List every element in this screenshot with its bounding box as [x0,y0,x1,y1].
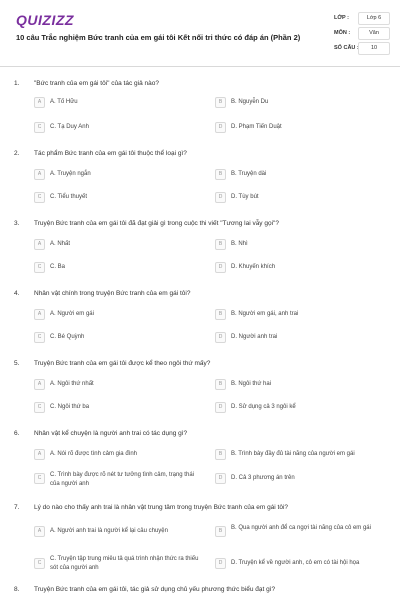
option-text: C. Trình bày được rõ nét tư tưởng tình cảm, trạng thái của người anh [50,472,194,487]
option-letter: D [215,122,226,133]
worksheet-header [0,0,400,66]
option-text: C. Ba [50,264,66,270]
meta-label: MÔN : [334,30,351,36]
meta-value: Lớp 6 [358,12,390,25]
option-letter: A [34,379,45,390]
option-text: C. Bé Quỳnh [50,334,85,340]
worksheet-meta [334,12,390,57]
option-text: C. Tạ Duy Anh [50,124,89,130]
option-letter: C [34,473,45,484]
option-text: D. Truyện kể về người anh, cô em có tài hội họa [231,560,360,566]
meta-row-count [334,42,390,57]
option-text: A. Ngôi thứ nhất [50,381,94,387]
option-letter: C [34,558,45,569]
worksheet-title: 10 câu Trắc nghiệm Bức tranh của em gái tôi Kết nối tri thức có đáp án (Phần 2) [16,33,301,42]
option-letter: B [215,309,226,320]
option-letter: B [215,526,226,537]
option-text: B. Nguyễn Du [231,99,269,105]
option-text: B. Truyện dài [231,171,267,177]
option-letter: D [215,402,226,413]
option-letter: C [34,262,45,273]
option-letter: C [34,402,45,413]
option-letter: D [215,473,226,484]
option-text: B. Người em gái, anh trai [231,311,299,317]
option-letter: C [34,192,45,203]
question-number: 3. [14,220,20,227]
option-text: A. Tố Hữu [50,99,78,105]
option-text: B. Trình bày đầy đủ tài năng của người em gái [231,451,355,457]
header-divider [0,66,400,67]
option-letter: A [34,526,45,537]
option-text: A. Nói rõ được tình cảm gia đình [50,451,137,457]
question-text: "Bức tranh của em gái tôi" của tác giả nào? [34,80,159,87]
quizizz-logo: QUIZIZZ [16,12,74,28]
option-text: C. Truyện tập trung miêu tả quá trình nhận thức ra thiếu sót của người anh [50,556,199,571]
question-text: Lý do nào cho thấy anh trai là nhân vật trung tâm trong truyện Bức tranh của em gái tôi? [34,504,289,511]
question-number: 7. [14,504,20,511]
option-text: C. Tiểu thuyết [50,194,88,200]
question-number: 1. [14,80,20,87]
meta-value: Văn [358,27,390,40]
option-letter: C [34,122,45,133]
question-text: Truyện Bức tranh của em gái tôi, tác giả sử dụng chủ yếu phương thức biểu đạt gì? [34,586,276,593]
option-text: B. Qua người anh để ca ngợi tài năng của cô em gái [231,525,371,531]
question-number: 8. [14,586,20,593]
meta-label: SỐ CÂU : [334,45,359,51]
question-number: 2. [14,150,20,157]
option-text: B. Ngôi thứ hai [231,381,272,387]
option-text: A. Truyện ngắn [50,171,91,177]
option-text: A. Người anh trai là người kể lại câu chuyện [50,528,168,534]
option-text: D. Tùy bút [231,194,259,200]
option-text: D. Người anh trai [231,334,278,340]
option-text: D. Cả 3 phương án trên [231,475,295,481]
meta-value: 10 [358,42,390,55]
option-letter: B [215,379,226,390]
option-letter: C [34,332,45,343]
question-number: 5. [14,360,20,367]
option-text: A. Người em gái [50,311,94,317]
option-text: D. Sử dụng cả 3 ngôi kể [231,404,296,410]
option-letter: B [215,169,226,180]
question-text: Truyện Bức tranh của em gái tôi đã đạt giải gì trong cuộc thi viết "Tương lai vẫy gọi"? [34,220,279,227]
option-letter: A [34,239,45,250]
option-text: B. Nhì [231,241,248,247]
question-number: 6. [14,430,20,437]
option-letter: A [34,97,45,108]
option-letter: A [34,169,45,180]
option-letter: D [215,262,226,273]
question-text: Nhân vật chính trong truyện Bức tranh của em gái tôi? [34,290,191,297]
option-text: D. Phạm Tiến Duật [231,124,282,130]
option-letter: A [34,309,45,320]
option-letter: B [215,97,226,108]
meta-row-subject [334,27,390,42]
question-text: Nhân vật kể chuyện là người anh trai có tác dụng gì? [34,430,188,437]
question-text: Tác phẩm Bức tranh của em gái tôi thuộc thể loại gì? [34,150,187,157]
option-text: D. Khuyến khích [231,264,276,270]
option-letter: B [215,449,226,460]
option-letter: B [215,239,226,250]
option-text: A. Nhất [50,241,71,247]
option-letter: D [215,558,226,569]
meta-label: LỚP : [334,15,349,21]
meta-row-class [334,12,390,27]
option-letter: D [215,332,226,343]
question-text: Truyện Bức tranh của em gái tôi được kể theo ngôi thứ mấy? [34,360,211,367]
option-letter: D [215,192,226,203]
option-letter: A [34,449,45,460]
question-number: 4. [14,290,20,297]
option-text: C. Ngôi thứ ba [50,404,90,410]
